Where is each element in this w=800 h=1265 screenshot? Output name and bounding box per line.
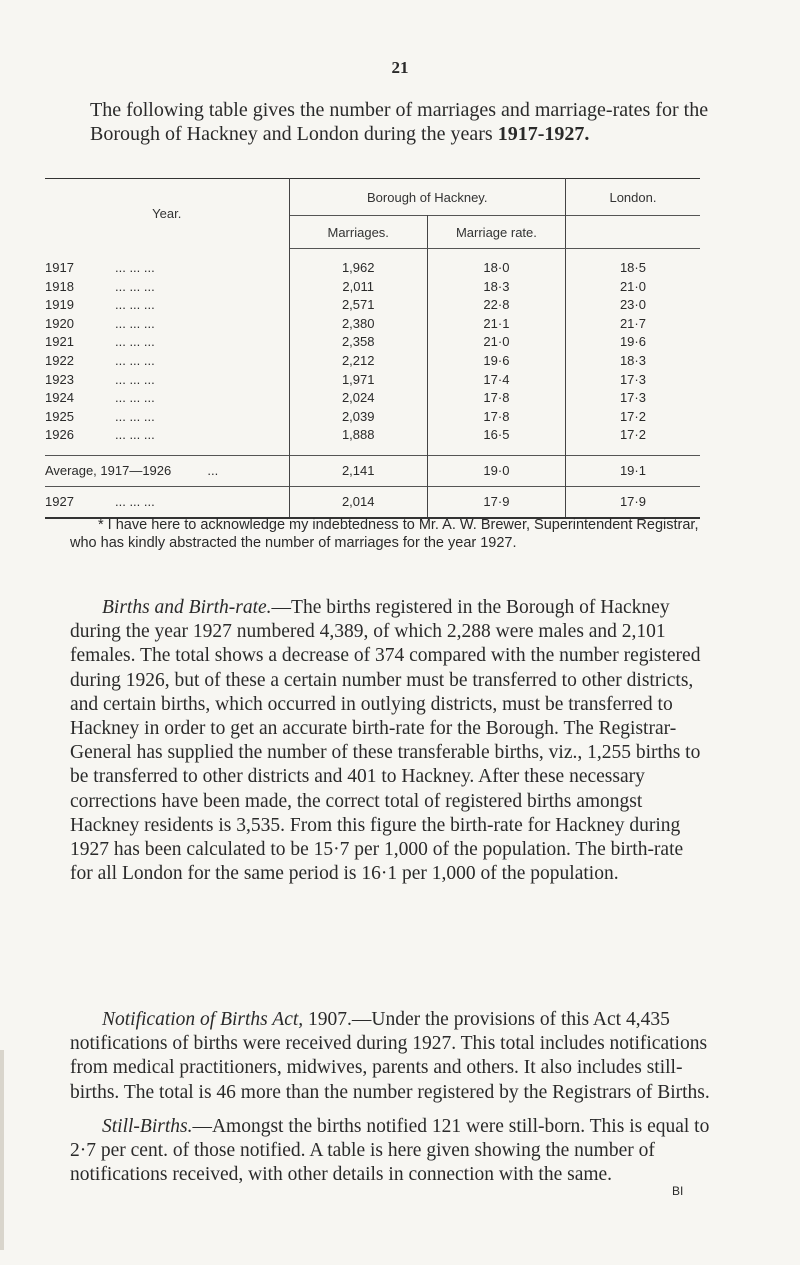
row-leader-dots: ... ... ...	[115, 390, 155, 406]
row-year: 1926	[45, 427, 74, 443]
row-marriages: 2,212	[289, 352, 427, 371]
row-marriages: 2,039	[289, 408, 427, 427]
row-london-rate: 23·0	[619, 297, 646, 313]
intro-text: The following table gives the number of marriages and marriage-rates for the Borough of Hackney and London during the years	[90, 99, 709, 145]
row-marriage-rate: 17·8	[427, 408, 565, 427]
row-year-cell	[45, 426, 289, 445]
average-dots: ...	[207, 462, 219, 478]
notification-heading-year: 1907.	[308, 1009, 352, 1030]
row-year: 1923	[45, 371, 74, 387]
row-marriage-rate: 17·8	[427, 389, 565, 408]
row-year: 1920	[45, 315, 74, 331]
row-leader-dots: ... ... ...	[115, 334, 155, 350]
final-london: 17·9	[565, 486, 700, 518]
header-london-sub	[565, 216, 700, 249]
table-row	[45, 333, 700, 352]
row-leader-dots: ... ... ...	[115, 352, 155, 368]
table-row	[45, 278, 700, 297]
row-marriage-rate: 21·0	[427, 333, 565, 352]
row-year-cell	[45, 259, 289, 278]
average-marriages: 2,141	[289, 455, 427, 486]
header-marriages: Marriages.	[289, 216, 427, 249]
row-year-cell	[45, 296, 289, 315]
final-rate: 17·9	[427, 486, 565, 518]
row-year-cell	[45, 278, 289, 297]
header-borough: Borough of Hackney.	[289, 179, 565, 216]
row-leader-dots: ... ... ...	[115, 260, 155, 275]
row-marriages: 2,358	[289, 333, 427, 352]
final-dots: ... ... ...	[115, 493, 155, 509]
row-marriage-rate: 18·0	[427, 259, 565, 278]
row-marriage-rate: 18·3	[427, 278, 565, 297]
row-london-rate: 21·7	[619, 315, 646, 331]
row-year: 1919	[45, 297, 74, 313]
row-marriage-rate: 17·4	[427, 371, 565, 390]
row-london-rate: 17·2	[619, 408, 646, 424]
header-year: Year.	[45, 179, 289, 249]
births-heading: Births and Birth-rate.	[102, 597, 272, 618]
row-london-rate: 19·6	[619, 334, 646, 350]
final-marriages: 2,014	[289, 486, 427, 518]
row-year-cell	[45, 408, 289, 427]
notification-paragraph	[70, 1008, 710, 1105]
row-london-rate: 21·0	[619, 278, 646, 294]
row-leader-dots: ... ... ...	[115, 278, 155, 294]
row-london-rate: 17·3	[619, 371, 646, 387]
row-london-rate: 18·5	[619, 260, 646, 275]
row-year-cell	[45, 315, 289, 334]
row-marriages: 1,971	[289, 371, 427, 390]
births-paragraph	[70, 596, 710, 886]
header-marriage-rate: Marriage rate.	[427, 216, 565, 249]
still-births-paragraph	[70, 1115, 710, 1188]
table-row	[45, 296, 700, 315]
table-row	[45, 426, 700, 445]
row-year-cell	[45, 389, 289, 408]
footnote: * I have here to acknowledge my indebtedness to Mr. A. W. Brewer, Superintendent Registrar, who has kindly abstracted the number of marriages for the year 1927.	[70, 517, 699, 551]
row-year: 1924	[45, 390, 74, 406]
row-marriages: 2,011	[289, 278, 427, 297]
average-london: 19·1	[565, 455, 700, 486]
row-marriages: 1,962	[289, 259, 427, 278]
row-marriages: 2,024	[289, 389, 427, 408]
row-marriage-rate: 16·5	[427, 426, 565, 445]
notification-text: —Under the provisions of this Act 4,435 notifications of births were received during 1927. This total includes notifications from medical practitioners, midwives, parents and others. It also includes still-births. The total is 46 more than the number registered by the Registrars of Births.	[70, 1009, 710, 1103]
row-marriages: 2,380	[289, 315, 427, 334]
intro-paragraph	[90, 98, 710, 146]
page-edge-shadow	[0, 1050, 4, 1250]
row-marriage-rate: 19·6	[427, 352, 565, 371]
row-year: 1925	[45, 408, 74, 424]
births-text: —The births registered in the Borough of Hackney during the year 1927 numbered 4,389, of which 2,288 were males and 2,101 females. The total shows a decrease of 374 compared with the number registered during 1926, but of these a certain number must be transferred to other districts, and certain births, which occurred in outlying districts, must be transferred to Hackney in order to get an accurate birth-rate for the Borough. The Registrar-General has supplied the number of these transferable births, viz., 1,255 births to be transferred to other districts and 401 to Hackney. After these necessary corrections have been made, the correct total of registered births amongst Hackney residents is 3,535. From this figure the birth-rate for Hackney during 1927 has been calculated to be 15·7 per 1,000 of the population. The birth-rate for all London for the same period is 16·1 per 1,000 of the population.	[70, 597, 701, 885]
row-year: 1918	[45, 278, 74, 294]
table-body	[45, 249, 700, 518]
table-row	[45, 408, 700, 427]
row-leader-dots: ... ... ...	[115, 408, 155, 424]
marriage-table	[45, 178, 700, 519]
row-marriages: 1,888	[289, 426, 427, 445]
row-year: 1917	[45, 260, 74, 275]
row-marriage-rate: 21·1	[427, 315, 565, 334]
header-london: London.	[565, 179, 700, 216]
table-row	[45, 259, 700, 278]
table-row	[45, 352, 700, 371]
table-row-1927	[45, 486, 700, 518]
row-marriages: 2,571	[289, 296, 427, 315]
table-row	[45, 315, 700, 334]
still-births-heading: Still-Births.	[102, 1116, 193, 1137]
table-row	[45, 389, 700, 408]
average-rate: 19·0	[427, 455, 565, 486]
table-row	[45, 371, 700, 390]
notification-heading: Notification of Births Act,	[102, 1009, 304, 1030]
still-births-text: —Amongst the births notified 121 were still-born. This is equal to 2·7 per cent. of those notified. A table is here given showing the number of notifications received, with other details in connection with the same.	[70, 1116, 710, 1186]
final-year: 1927	[45, 493, 74, 509]
row-year-cell	[45, 333, 289, 352]
row-leader-dots: ... ... ...	[115, 371, 155, 387]
row-london-rate: 18·3	[619, 352, 646, 368]
row-year: 1921	[45, 334, 74, 350]
page-number: 21	[391, 58, 409, 77]
signature-mark: BI	[672, 1184, 684, 1198]
row-london-rate: 17·2	[619, 427, 646, 443]
average-label: Average, 1917—1926	[45, 462, 172, 478]
row-year: 1922	[45, 352, 74, 368]
row-leader-dots: ... ... ...	[115, 297, 155, 313]
row-leader-dots: ... ... ...	[115, 427, 155, 443]
row-marriage-rate: 22·8	[427, 296, 565, 315]
row-year-cell	[45, 352, 289, 371]
row-london-rate: 17·3	[619, 390, 646, 406]
table-row-average	[45, 455, 700, 486]
row-leader-dots: ... ... ...	[115, 315, 155, 331]
intro-years: 1917-1927.	[497, 123, 590, 145]
row-year-cell	[45, 371, 289, 390]
